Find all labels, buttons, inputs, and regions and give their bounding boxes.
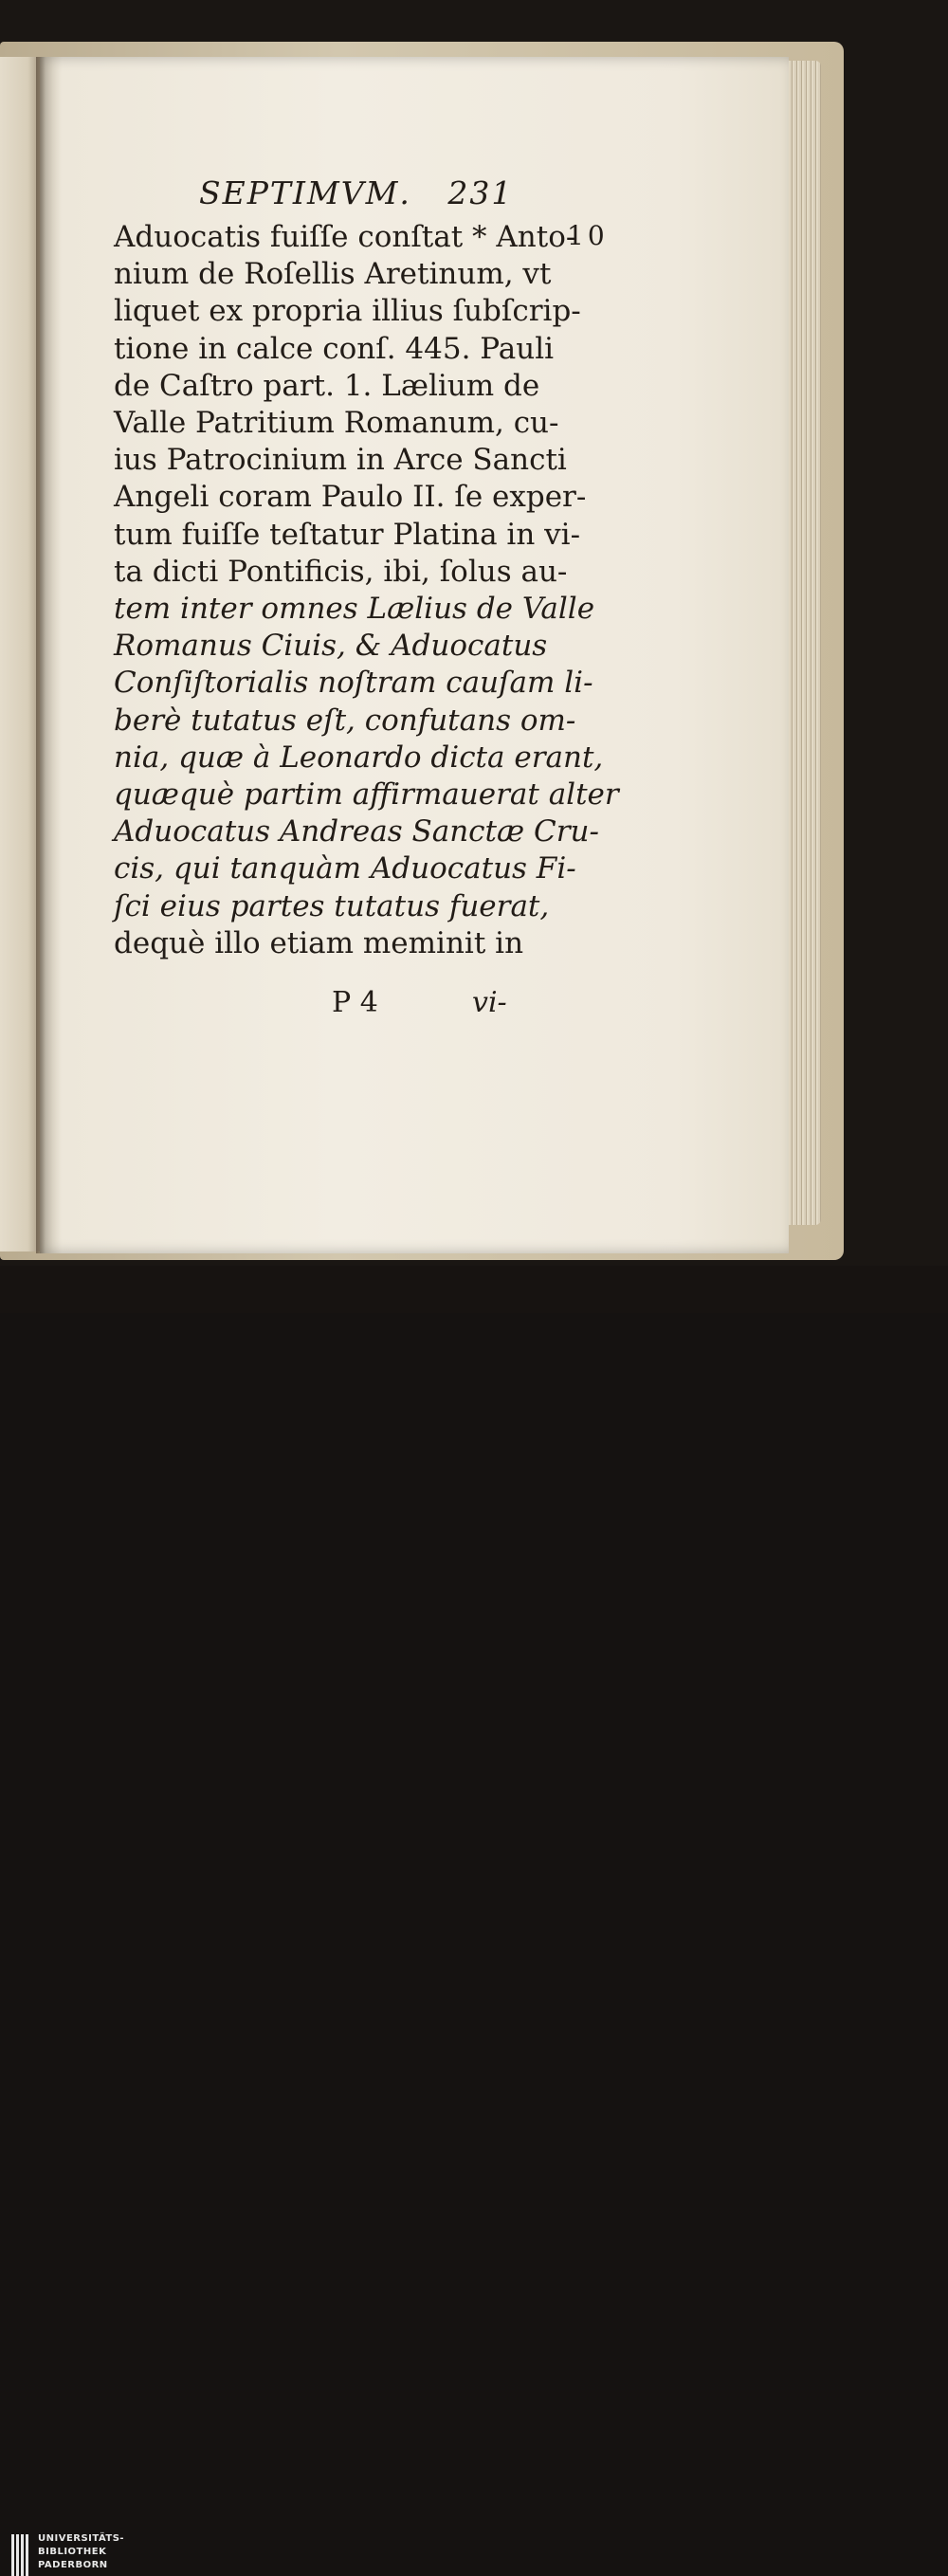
text-line: Angeli coram Paulo II. ſe exper- [114, 480, 587, 515]
library-logo-icon [11, 2534, 28, 2576]
text-line: ta dicti Pontificis, ibi, ſolus au- [114, 554, 568, 589]
text-line: Conſiſtorialis noſtram cauſam li- [114, 666, 593, 701]
text-line: tione in calce conſ. 445. Pauli [114, 331, 555, 366]
running-title: SEPTIMVM. [199, 174, 411, 211]
library-footer [0, 1266, 948, 2570]
page-header [199, 174, 513, 211]
library-name-line1: UNIVERSITÄTS- [38, 2533, 125, 2544]
margin-note: 10 [567, 220, 609, 251]
left-page-edge [0, 57, 40, 1251]
text-line: Aduocatis fuiſſe conſtat * Anto- [114, 220, 576, 254]
text-line: berè tutatus eſt, confutans om- [114, 703, 576, 738]
text-line: quæquè partim affirmauerat alter [114, 777, 619, 812]
text-line: de Caſtro part. 1. Lælium de [114, 368, 540, 403]
text-line: nia, quæ à Leonardo dicta erant, [114, 740, 604, 775]
text-line: tem inter omnes Lælius de Valle [114, 592, 595, 626]
text-line: Aduocatus Andreas Sanctæ Cru- [114, 814, 599, 850]
text-line: dequè illo etiam meminit in [114, 925, 524, 960]
page-number: 231 [447, 174, 514, 211]
book-scan [0, 0, 948, 1266]
text-line: Romanus Ciuis, & Aduocatus [114, 629, 548, 664]
text-line: nium de Roſellis Aretinum, vt [114, 257, 552, 292]
library-name-line2: BIBLIOTHEK [38, 2547, 107, 2557]
text-line: Valle Patritium Romanum, cu- [114, 406, 559, 440]
text-line: ſci eius partes tutatus fuerat, [114, 888, 550, 923]
text-line: tum fuiſſe teſtatur Platina in vi- [114, 517, 581, 552]
catchword: vi- [472, 986, 507, 1019]
text-line: liquet ex propria illius ſubſcrip- [114, 294, 581, 329]
spine-shadow [36, 57, 46, 1253]
text-line: cis, qui tanquàm Aduocatus Fi- [114, 851, 576, 886]
library-name-line3: PADERBORN [38, 2560, 108, 2570]
signature-mark: P 4 [332, 986, 378, 1019]
text-line: ius Patrocinium in Arce Sancti [114, 443, 567, 478]
